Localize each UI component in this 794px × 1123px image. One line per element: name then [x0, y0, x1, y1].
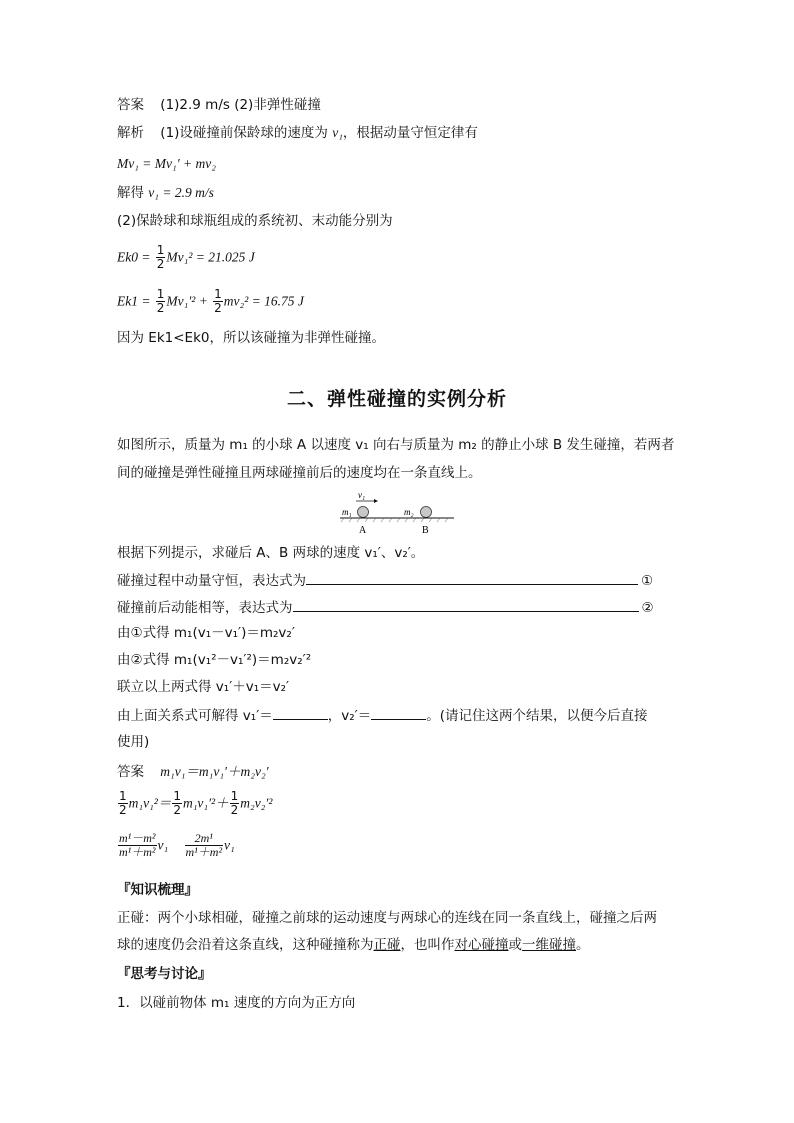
- from-eq1: 由①式得 m₁(v₁－v₁′)＝m₂v₂′: [117, 625, 295, 641]
- hint-energy: [117, 597, 654, 618]
- discussion-heading: 『思考与讨论』: [117, 966, 212, 982]
- analysis-line-1: [117, 123, 478, 143]
- answer-text: (1)2.9 m/s (2)非弹性碰撞: [160, 97, 321, 113]
- frac-den: 2: [156, 301, 165, 315]
- fraction-half: [230, 790, 240, 817]
- ek0-rhs: Mv₁² = 21.025 J: [166, 249, 255, 265]
- answer2-eq2a: m₁v₁²＝: [128, 795, 172, 811]
- tag-1: ①: [641, 573, 654, 589]
- frac-num: 1: [119, 789, 127, 803]
- frac-num: m¹－m²: [119, 831, 156, 845]
- fraction-v1-prime: [118, 832, 157, 859]
- v1-factor: v₁: [224, 837, 235, 853]
- solve-c: 。(请记住这两个结果，以便今后直接: [426, 708, 648, 724]
- term-duixin: 对心碰撞: [454, 937, 509, 953]
- frac-den: 2: [119, 803, 127, 817]
- frac-num: 1: [173, 789, 181, 803]
- knowledge-heading: 『知识梳理』: [117, 882, 198, 898]
- section-title: 二、弹性碰撞的实例分析: [286, 388, 507, 410]
- answer2-eq1: m₁v₁＝m₁v₁′＋m₂v₂′: [160, 764, 269, 779]
- from-eq2: 由②式得 m₁(v₁²－v₁′²)＝m₂v₂′²: [117, 652, 312, 668]
- answer2-eq2c: m₂v₂′²: [240, 795, 273, 811]
- ek1-rhs: mv₂² = 16.75 J: [223, 293, 304, 309]
- solve-label: 解得: [117, 185, 144, 201]
- figure-b-label: B: [422, 525, 429, 536]
- solve-b: ，v₂′＝: [327, 708, 372, 724]
- collision-figure: [338, 488, 458, 538]
- ek0-lhs: Ek0 =: [117, 249, 151, 265]
- v1-prime-blank[interactable]: [273, 705, 328, 720]
- momentum-blank[interactable]: [306, 570, 638, 585]
- solve-a: 由上面关系式可解得 v₁′＝: [117, 708, 273, 724]
- problem-line-1: 如图所示，质量为 m₁ 的小球 A 以速度 v₁ 向右与质量为 m₂ 的静止小球 B 发生碰撞，若两者: [117, 437, 675, 453]
- frac-num: 1: [214, 287, 222, 301]
- answer2-line-2: [117, 790, 272, 817]
- answer-label: 答案: [117, 97, 144, 113]
- frac-num: 1: [230, 789, 239, 803]
- figure-v1-label: v₁: [358, 490, 366, 500]
- ek0-equation: [117, 244, 255, 271]
- fraction-v2-prime: [185, 832, 224, 859]
- frac-num: 2m¹: [185, 832, 224, 846]
- frac-den: 2: [230, 803, 239, 817]
- fraction-half: [156, 244, 166, 271]
- frac-den: m¹＋m²: [185, 845, 223, 859]
- v1-factor: v₁: [157, 837, 169, 853]
- tag-2: ②: [641, 600, 654, 616]
- ball-a: [358, 507, 369, 518]
- hint-momentum: [117, 570, 653, 591]
- kb-d: 。: [576, 937, 590, 953]
- answer2-label: 答案: [117, 764, 144, 780]
- frac-den: m¹＋m²: [119, 845, 156, 859]
- problem-line-2: 间的碰撞是弹性碰撞且两球碰撞前后的速度均在一条直线上。: [117, 465, 482, 481]
- energy-blank[interactable]: [293, 597, 639, 612]
- hint-momentum-text: 碰撞过程中动量守恒，表达式为: [117, 573, 306, 589]
- velocity-arrowhead: [374, 499, 378, 503]
- analysis-text: (1)设碰撞前保龄球的速度为: [160, 125, 328, 141]
- figure-m2-label: m₂: [404, 507, 414, 517]
- ek1-equation: [117, 288, 304, 315]
- figure-m1-label: m₁: [342, 507, 352, 517]
- frac-den: 2: [173, 803, 181, 817]
- v2-prime-blank[interactable]: [371, 705, 426, 720]
- combine-line: 联立以上两式得 v₁′＋v₁＝v₂′: [117, 679, 290, 695]
- var-v1: v₁: [332, 125, 343, 140]
- conclusion-line: 因为 Ek1<Ek0，所以该碰撞为非弹性碰撞。: [117, 330, 385, 346]
- solve-line: [117, 183, 214, 203]
- answer2-eq2b: m₁v₁′²＋: [182, 795, 229, 811]
- ground-hatch: [341, 518, 448, 522]
- term-yiwei: 一维碰撞: [522, 937, 576, 953]
- frac-num: 1: [156, 287, 165, 301]
- frac-den: 2: [156, 257, 165, 271]
- answer2-line-1: [117, 762, 269, 782]
- knowledge-body-1: 正碰：两个小球相碰，碰撞之前球的运动速度与两球心的连线在同一条直线上，碰撞之后两: [117, 910, 657, 926]
- frac-den: 2: [214, 301, 222, 315]
- frac-num: 1: [156, 243, 165, 257]
- solve-results-line: [117, 705, 648, 726]
- hint-intro: 根据下列提示，求碰后 A、B 两球的速度 v₁′、v₂′。: [117, 545, 425, 561]
- ek1-mid: Mv₁′² +: [166, 293, 208, 309]
- solve-equation: v₁ = 2.9 m/s: [148, 185, 214, 200]
- fraction-half: [172, 790, 182, 817]
- ek1-lhs: Ek1 =: [117, 293, 151, 309]
- part2-line: (2)保龄球和球瓶组成的系统初、末动能分别为: [117, 213, 393, 229]
- kb-b: ，也叫作: [400, 937, 455, 953]
- kb-c: 或: [508, 937, 522, 953]
- solve-results-line-2: 使用): [117, 734, 150, 750]
- figure-a-label: A: [359, 525, 367, 536]
- discussion-item-1: 1．以碰前物体 m₁ 速度的方向为正方向: [117, 995, 356, 1011]
- answer2-line-3: [117, 832, 235, 859]
- analysis-tail: ，根据动量守恒定律有: [342, 125, 478, 141]
- hint-energy-text: 碰撞前后动能相等，表达式为: [117, 600, 293, 616]
- momentum-equation: Mv₁ = Mv₁′ + mv₂: [117, 156, 216, 171]
- knowledge-body-2: [117, 935, 590, 955]
- fraction-half: [156, 288, 166, 315]
- ball-b: [421, 507, 432, 518]
- analysis-label: 解析: [117, 125, 144, 141]
- answer-line-1: [117, 95, 321, 115]
- fraction-half: [213, 288, 223, 315]
- kb-a: 球的速度仍会沿着这条直线，这种碰撞称为: [117, 937, 374, 953]
- fraction-half: [118, 790, 128, 817]
- term-zhengpeng: 正碰: [373, 937, 401, 953]
